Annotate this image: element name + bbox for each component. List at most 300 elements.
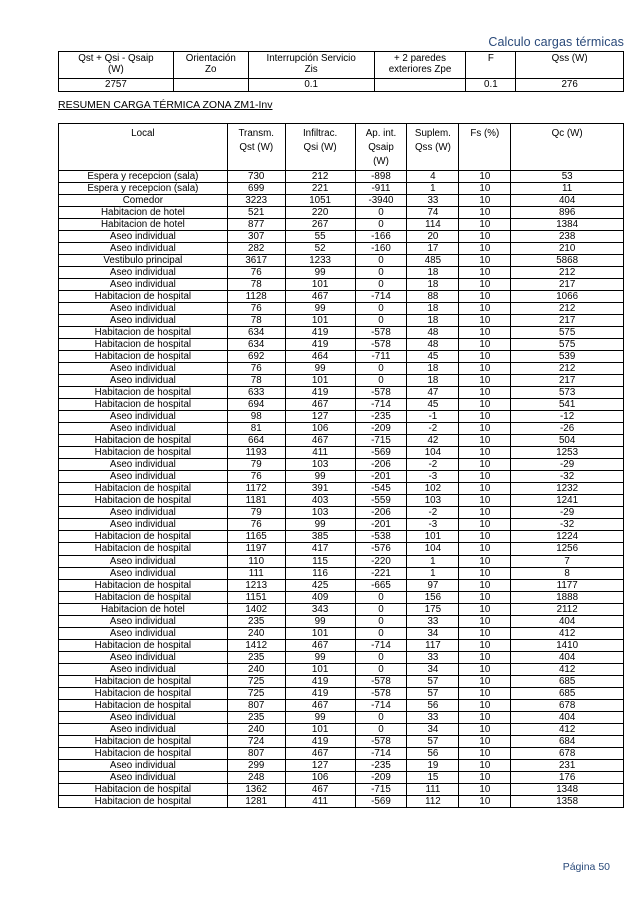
cell-qc: 404 [511,711,624,723]
cell-infiltrac: 116 [285,567,355,579]
table-header-row [59,124,624,171]
cell-fs: 10 [459,567,511,579]
cell-fs: 10 [459,531,511,543]
cell-fs: 10 [459,675,511,687]
table-row [59,495,624,507]
cell-ap-int: -578 [355,387,407,399]
cell-ap-int: -898 [355,171,407,183]
table-row [59,555,624,567]
cell-qc: 1358 [511,795,624,807]
cell-local: Habitacion de hospital [59,699,228,711]
cell-fs: 10 [459,375,511,387]
cell-fs: 10 [459,399,511,411]
cell-suplem: 57 [407,675,459,687]
cell-infiltrac: 103 [285,507,355,519]
cell-local: Aseo individual [59,555,228,567]
cell-qc: 685 [511,687,624,699]
cell-local: Aseo individual [59,459,228,471]
cell-transm: 725 [227,687,285,699]
cell-infiltrac: 267 [285,219,355,231]
cell-ap-int: 0 [355,591,407,603]
cell-qc: 212 [511,303,624,315]
cell-local: Comedor [59,195,228,207]
cell-qc: 678 [511,747,624,759]
table-row [59,231,624,243]
cell-ap-int: -3940 [355,195,407,207]
cell-infiltrac: 1233 [285,255,355,267]
cell-ap-int: 0 [355,363,407,375]
cell-fs: 10 [459,363,511,375]
cell-ap-int: 0 [355,279,407,291]
cell-transm: 521 [227,207,285,219]
summary-input-table [58,52,624,92]
cell-local: Habitacion de hotel [59,603,228,615]
cell-transm: 240 [227,663,285,675]
col-header-fs: Fs (%) [459,124,511,171]
cell-qc: 684 [511,735,624,747]
cell-infiltrac: 127 [285,411,355,423]
cell-fs: 10 [459,315,511,327]
cell-transm: 110 [227,555,285,567]
cell-fs: 10 [459,291,511,303]
cell-suplem: 117 [407,639,459,651]
cell-fs: 10 [459,579,511,591]
table-row [59,339,624,351]
cell-suplem: 112 [407,795,459,807]
header-orientacion: Orientación Zo [173,52,248,79]
cell-fs: 10 [459,735,511,747]
cell-infiltrac: 464 [285,351,355,363]
cell-local: Vestibulo principal [59,255,228,267]
cell-infiltrac: 101 [285,315,355,327]
cell-infiltrac: 99 [285,711,355,723]
cell-suplem: 33 [407,195,459,207]
cell-transm: 1128 [227,291,285,303]
cell-transm: 634 [227,339,285,351]
cell-qc: 1253 [511,447,624,459]
cell-transm: 76 [227,471,285,483]
cell-infiltrac: 467 [285,399,355,411]
cell-transm: 725 [227,675,285,687]
cell-suplem: 97 [407,579,459,591]
cell-qc: 1241 [511,495,624,507]
cell-local: Aseo individual [59,711,228,723]
cell-infiltrac: 467 [285,435,355,447]
cell-transm: 807 [227,699,285,711]
cell-local: Aseo individual [59,303,228,315]
header-interrupcion-servicio: Interrupción Servicio Zis [248,52,374,79]
cell-transm: 3223 [227,195,285,207]
cell-fs: 10 [459,447,511,459]
cell-fs: 10 [459,219,511,231]
cell-qc: 575 [511,339,624,351]
cell-ap-int: 0 [355,207,407,219]
table-row [59,375,624,387]
cell-suplem: 19 [407,759,459,771]
cell-qc: 1410 [511,639,624,651]
cell-transm: 877 [227,219,285,231]
header-qst-qsi-qsaip: Qst + Qsi - Qsaip (W) [59,52,174,79]
cell-suplem: 156 [407,591,459,603]
cell-fs: 10 [459,327,511,339]
cell-infiltrac: 221 [285,183,355,195]
cell-suplem: 56 [407,747,459,759]
cell-suplem: 103 [407,495,459,507]
table-row [59,531,624,543]
cell-suplem: 42 [407,435,459,447]
cell-transm: 1362 [227,783,285,795]
thermal-load-table [58,123,624,808]
cell-transm: 240 [227,627,285,639]
cell-transm: 240 [227,723,285,735]
cell-local: Habitacion de hospital [59,495,228,507]
cell-transm: 730 [227,171,285,183]
cell-ap-int: -714 [355,291,407,303]
cell-local: Habitacion de hospital [59,579,228,591]
cell-ap-int: 0 [355,651,407,663]
cell-local: Habitacion de hospital [59,339,228,351]
cell-infiltrac: 103 [285,459,355,471]
cell-fs: 10 [459,603,511,615]
cell-infiltrac: 99 [285,615,355,627]
cell-fs: 10 [459,519,511,531]
cell-infiltrac: 99 [285,519,355,531]
cell-ap-int: -201 [355,519,407,531]
cell-ap-int: 0 [355,615,407,627]
cell-qc: -32 [511,519,624,531]
cell-suplem: 18 [407,303,459,315]
col-header-suplem: Suplem. Qss (W) [407,124,459,171]
cell-fs: 10 [459,783,511,795]
cell-ap-int: -201 [355,471,407,483]
cell-transm: 694 [227,399,285,411]
cell-ap-int: -235 [355,411,407,423]
cell-infiltrac: 417 [285,543,355,555]
cell-local: Aseo individual [59,627,228,639]
cell-qc: 238 [511,231,624,243]
table-row [59,603,624,615]
cell-local: Aseo individual [59,723,228,735]
value-qst-qsi-qsaip: 2757 [59,79,174,92]
cell-qc: 685 [511,675,624,687]
cell-fs: 10 [459,195,511,207]
cell-ap-int: -665 [355,579,407,591]
cell-qc: 53 [511,171,624,183]
cell-qc: 7 [511,555,624,567]
table-row [59,543,624,555]
cell-ap-int: -715 [355,435,407,447]
cell-fs: 10 [459,171,511,183]
summary-value-row [59,79,624,92]
cell-infiltrac: 115 [285,555,355,567]
cell-transm: 1165 [227,531,285,543]
cell-ap-int: -578 [355,339,407,351]
cell-fs: 10 [459,351,511,363]
cell-suplem: 104 [407,447,459,459]
cell-ap-int: -569 [355,795,407,807]
cell-infiltrac: 467 [285,747,355,759]
cell-infiltrac: 101 [285,723,355,735]
table-row [59,759,624,771]
cell-local: Habitacion de hospital [59,639,228,651]
table-row [59,399,624,411]
cell-local: Habitacion de hospital [59,543,228,555]
cell-qc: 217 [511,315,624,327]
value-orientacion [173,79,248,92]
cell-infiltrac: 99 [285,267,355,279]
cell-fs: 10 [459,279,511,291]
header-qss: Qss (W) [516,52,624,79]
cell-qc: 210 [511,243,624,255]
cell-suplem: 18 [407,279,459,291]
cell-suplem: 1 [407,567,459,579]
cell-ap-int: 0 [355,255,407,267]
cell-local: Habitacion de hospital [59,795,228,807]
cell-local: Habitacion de hospital [59,447,228,459]
cell-infiltrac: 385 [285,531,355,543]
cell-fs: 10 [459,471,511,483]
cell-qc: 573 [511,387,624,399]
cell-ap-int: 0 [355,375,407,387]
table-row [59,651,624,663]
table-row [59,771,624,783]
cell-fs: 10 [459,459,511,471]
cell-local: Aseo individual [59,771,228,783]
cell-fs: 10 [459,747,511,759]
table-row [59,483,624,495]
cell-infiltrac: 403 [285,495,355,507]
table-row [59,267,624,279]
cell-local: Habitacion de hospital [59,351,228,363]
cell-local: Habitacion de hotel [59,207,228,219]
cell-infiltrac: 101 [285,375,355,387]
cell-infiltrac: 467 [285,699,355,711]
cell-local: Habitacion de hospital [59,735,228,747]
table-row [59,723,624,735]
cell-suplem: 485 [407,255,459,267]
cell-fs: 10 [459,231,511,243]
cell-ap-int: 0 [355,219,407,231]
cell-fs: 10 [459,387,511,399]
cell-transm: 664 [227,435,285,447]
header-paredes-exteriores: + 2 paredes exteriores Zpe [374,52,466,79]
cell-infiltrac: 391 [285,483,355,495]
cell-local: Aseo individual [59,315,228,327]
cell-fs: 10 [459,795,511,807]
cell-qc: 8 [511,567,624,579]
cell-ap-int: 0 [355,603,407,615]
table-row [59,507,624,519]
cell-infiltrac: 99 [285,303,355,315]
cell-qc: -29 [511,507,624,519]
cell-infiltrac: 101 [285,663,355,675]
cell-fs: 10 [459,627,511,639]
cell-transm: 807 [227,747,285,759]
cell-ap-int: -714 [355,747,407,759]
cell-transm: 235 [227,711,285,723]
cell-infiltrac: 467 [285,639,355,651]
cell-transm: 98 [227,411,285,423]
cell-local: Habitacion de hospital [59,687,228,699]
cell-qc: 11 [511,183,624,195]
cell-transm: 79 [227,507,285,519]
cell-ap-int: -209 [355,423,407,435]
cell-qc: 212 [511,363,624,375]
cell-infiltrac: 425 [285,579,355,591]
cell-suplem: 57 [407,687,459,699]
cell-infiltrac: 212 [285,171,355,183]
cell-fs: 10 [459,423,511,435]
cell-ap-int: -715 [355,783,407,795]
cell-transm: 1181 [227,495,285,507]
table-row [59,783,624,795]
cell-fs: 10 [459,243,511,255]
cell-suplem: 34 [407,723,459,735]
cell-local: Habitacion de hospital [59,291,228,303]
cell-infiltrac: 106 [285,771,355,783]
cell-transm: 282 [227,243,285,255]
cell-local: Habitacion de hospital [59,327,228,339]
cell-fs: 10 [459,543,511,555]
table-row [59,351,624,363]
cell-ap-int: -714 [355,399,407,411]
table-row [59,219,624,231]
cell-transm: 76 [227,519,285,531]
table-row [59,615,624,627]
cell-transm: 78 [227,375,285,387]
cell-infiltrac: 101 [285,627,355,639]
cell-infiltrac: 411 [285,447,355,459]
table-row [59,195,624,207]
cell-suplem: 101 [407,531,459,543]
cell-transm: 78 [227,315,285,327]
cell-suplem: 47 [407,387,459,399]
table-row [59,435,624,447]
cell-ap-int: -578 [355,675,407,687]
cell-transm: 299 [227,759,285,771]
cell-infiltrac: 419 [285,387,355,399]
cell-fs: 10 [459,615,511,627]
cell-transm: 1197 [227,543,285,555]
cell-infiltrac: 419 [285,339,355,351]
cell-transm: 76 [227,303,285,315]
cell-transm: 235 [227,615,285,627]
cell-fs: 10 [459,207,511,219]
cell-ap-int: 0 [355,663,407,675]
cell-infiltrac: 1051 [285,195,355,207]
cell-qc: 412 [511,723,624,735]
cell-local: Habitacion de hospital [59,399,228,411]
cell-ap-int: -578 [355,735,407,747]
table-row [59,747,624,759]
value-paredes-exteriores [374,79,466,92]
cell-fs: 10 [459,639,511,651]
cell-ap-int: 0 [355,711,407,723]
cell-fs: 10 [459,495,511,507]
cell-infiltrac: 99 [285,471,355,483]
cell-suplem: 20 [407,231,459,243]
cell-transm: 76 [227,267,285,279]
cell-ap-int: -206 [355,459,407,471]
cell-transm: 1412 [227,639,285,651]
cell-qc: 1888 [511,591,624,603]
table-row [59,243,624,255]
table-row [59,591,624,603]
cell-suplem: 48 [407,327,459,339]
cell-fs: 10 [459,411,511,423]
table-row [59,471,624,483]
cell-fs: 10 [459,663,511,675]
cell-fs: 10 [459,555,511,567]
cell-fs: 10 [459,699,511,711]
cell-fs: 10 [459,183,511,195]
cell-suplem: 104 [407,543,459,555]
cell-ap-int: -160 [355,243,407,255]
cell-ap-int: -166 [355,231,407,243]
value-interrupcion-servicio: 0.1 [248,79,374,92]
cell-fs: 10 [459,711,511,723]
cell-infiltrac: 419 [285,675,355,687]
cell-suplem: 34 [407,627,459,639]
cell-ap-int: 0 [355,303,407,315]
cell-infiltrac: 419 [285,327,355,339]
value-qss: 276 [516,79,624,92]
table-row [59,579,624,591]
col-header-local: Local [59,124,228,171]
cell-suplem: 88 [407,291,459,303]
cell-local: Aseo individual [59,615,228,627]
cell-infiltrac: 467 [285,783,355,795]
table-row [59,447,624,459]
cell-ap-int: -576 [355,543,407,555]
cell-suplem: 18 [407,363,459,375]
cell-local: Espera y recepcion (sala) [59,171,228,183]
table-row [59,255,624,267]
col-header-qc: Qc (W) [511,124,624,171]
cell-local: Aseo individual [59,267,228,279]
table-row [59,207,624,219]
table-row [59,711,624,723]
cell-local: Habitacion de hospital [59,783,228,795]
cell-local: Aseo individual [59,279,228,291]
table-row [59,639,624,651]
cell-qc: 2112 [511,603,624,615]
cell-suplem: 45 [407,399,459,411]
cell-fs: 10 [459,435,511,447]
cell-suplem: 15 [407,771,459,783]
table-row [59,363,624,375]
cell-transm: 307 [227,231,285,243]
header-f: F [466,52,516,79]
cell-qc: 231 [511,759,624,771]
cell-local: Espera y recepcion (sala) [59,183,228,195]
cell-fs: 10 [459,651,511,663]
cell-qc: 1384 [511,219,624,231]
cell-local: Habitacion de hospital [59,387,228,399]
cell-qc: 217 [511,279,624,291]
cell-qc: -26 [511,423,624,435]
cell-transm: 699 [227,183,285,195]
cell-qc: 176 [511,771,624,783]
cell-local: Aseo individual [59,411,228,423]
cell-local: Habitacion de hospital [59,435,228,447]
cell-suplem: 18 [407,375,459,387]
table-row [59,279,624,291]
cell-qc: -32 [511,471,624,483]
cell-qc: 1348 [511,783,624,795]
table-row [59,663,624,675]
cell-suplem: 74 [407,207,459,219]
